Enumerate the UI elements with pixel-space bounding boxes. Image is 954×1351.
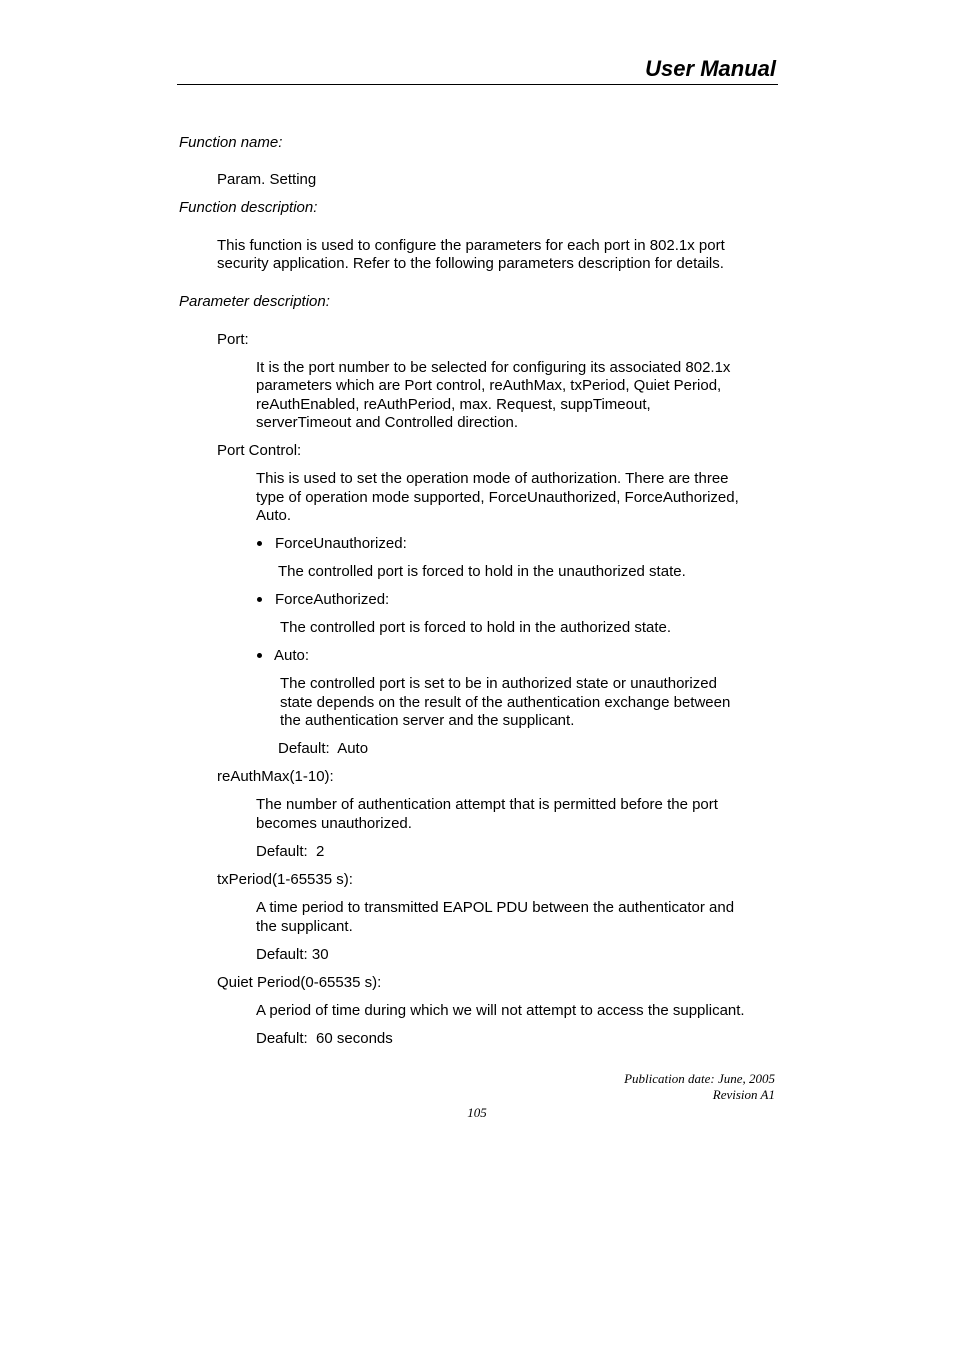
reauthmax-default: Default: 2 [256,843,325,860]
param-port-control-desc-line: type of operation mode supported, ForceUnauthorized, ForceAuthorized, [256,489,739,506]
param-txperiod-desc-line: the supplicant. [256,918,353,935]
param-reauthmax-label: reAuthMax(1-10): [217,768,334,785]
bullet-auto-desc-line: state depends on the result of the authentication exchange between [280,694,731,711]
param-port-desc-line: serverTimeout and Controlled direction. [256,414,519,431]
param-port-desc-line: It is the port number to be selected for configuring its associated 802.1x [256,359,731,376]
param-port-label: Port: [217,331,249,348]
param-port-control-desc-line: This is used to set the operation mode of authorization. There are three [256,470,729,487]
param-port-desc-line: reAuthEnabled, reAuthPeriod, max. Request, suppTimeout, [256,396,651,413]
header-rule [177,84,778,85]
param-reauthmax-desc-line: The number of authentication attempt that is permitted before the port [256,796,718,813]
param-quiet-period-desc-line: A period of time during which we will not attempt to access the supplicant. [256,1002,745,1019]
bullet-force-authorized-label: ForceAuthorized: [275,591,390,608]
quiet-period-default: Deafult: 60 seconds [256,1030,393,1047]
bullet-icon [257,541,262,546]
bullet-auto-label: Auto: [274,647,310,664]
param-port-desc-line: parameters which are Port control, reAuthMax, txPeriod, Quiet Period, [256,377,722,394]
function-name-label: Function name: [179,134,283,151]
bullet-force-unauthorized-desc: The controlled port is forced to hold in the unauthorized state. [278,563,686,580]
param-txperiod-label: txPeriod(1-65535 s): [217,871,353,888]
txperiod-default: Default: 30 [256,946,329,963]
param-port-control-label: Port Control: [217,442,302,459]
function-description-line: This function is used to configure the parameters for each port in 802.1x port [217,237,725,254]
page-number: 105 [467,1105,487,1120]
bullet-auto-desc-line: The controlled port is set to be in authorized state or unauthorized [280,675,717,692]
bullet-force-unauthorized-label: ForceUnauthorized: [275,535,407,552]
footer-publication-date: Publication date: June, 2005 [624,1071,775,1086]
parameter-description-label: Parameter description: [179,293,330,310]
bullet-icon [257,653,262,658]
header-title: User Manual [645,56,776,81]
function-name-value: Param. Setting [217,171,317,188]
param-txperiod-desc-line: A time period to transmitted EAPOL PDU between the authenticator and [256,899,735,916]
port-control-default: Default: Auto [278,740,369,757]
bullet-auto-desc-line: the authentication server and the supplicant. [280,712,575,729]
param-quiet-period-label: Quiet Period(0-65535 s): [217,974,382,991]
param-reauthmax-desc-line: becomes unauthorized. [256,815,412,832]
function-description-line: security application. Refer to the following parameters description for details. [217,255,724,272]
function-description-label: Function description: [179,199,318,216]
footer-revision: Revision A1 [712,1087,775,1102]
bullet-icon [257,597,262,602]
param-port-control-desc-line: Auto. [256,507,292,524]
bullet-force-authorized-desc: The controlled port is forced to hold in the authorized state. [280,619,672,636]
